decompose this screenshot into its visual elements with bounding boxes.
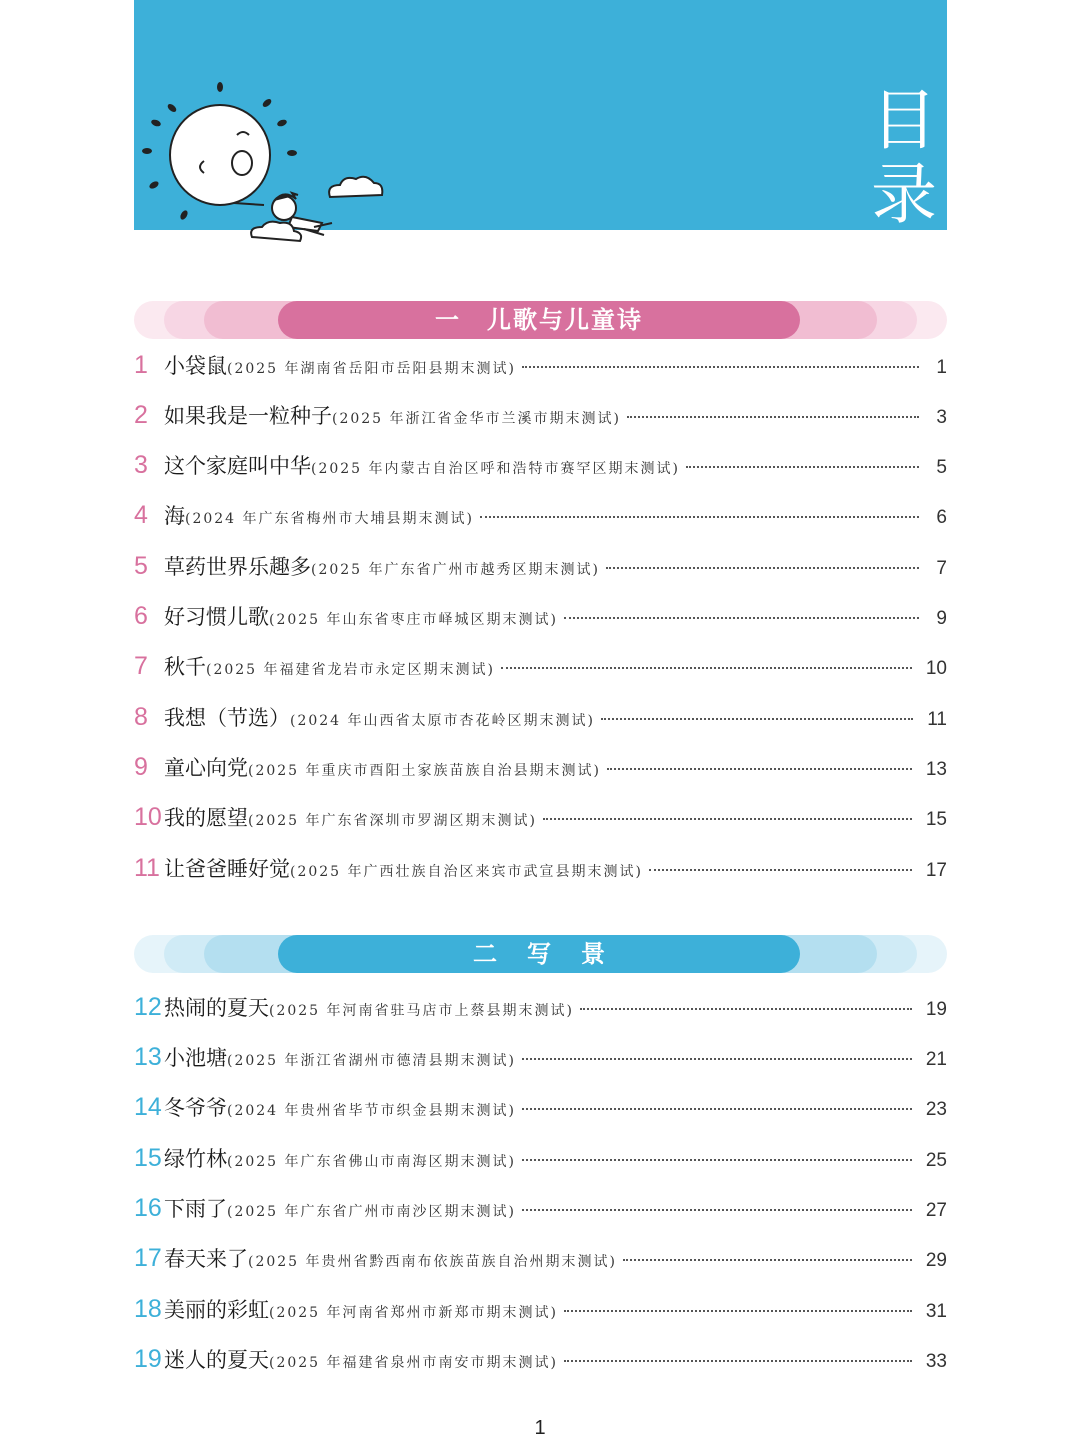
toc-item[interactable] (134, 1193, 947, 1233)
leader-dots (522, 1108, 912, 1110)
item-number: 16 (134, 1194, 162, 1222)
leader-dots (649, 869, 912, 871)
item-number: 2 (134, 401, 148, 429)
item-title: 如果我是一粒种子 (164, 404, 332, 428)
item-number: 1 (134, 351, 148, 379)
toc-item[interactable] (134, 1294, 947, 1334)
item-number: 4 (134, 501, 148, 529)
item-source: (2025 年重庆市酉阳土家族苗族自治县期末测试) (248, 763, 602, 779)
item-title: 好习惯儿歌 (164, 605, 269, 629)
item-number: 15 (134, 1144, 162, 1172)
leader-dots (607, 768, 912, 770)
item-source: (2025 年浙江省金华市兰溪市期末测试) (332, 411, 622, 427)
item-page: 10 (925, 658, 947, 679)
item-title: 绿竹林 (164, 1147, 227, 1171)
item-page: 13 (925, 759, 947, 780)
item-title: 小袋鼠 (164, 354, 227, 378)
item-page: 3 (936, 407, 947, 428)
item-title: 下雨了 (164, 1197, 227, 1221)
item-source: (2025 年广东省广州市南沙区期末测试) (227, 1204, 517, 1220)
item-page: 19 (925, 999, 947, 1020)
toc-item[interactable] (134, 1143, 947, 1183)
leader-dots (501, 667, 912, 669)
item-page: 9 (936, 608, 947, 629)
toc-item[interactable] (134, 1042, 947, 1082)
item-number: 8 (134, 703, 148, 731)
item-source: (2025 年广东省广州市越秀区期末测试) (311, 562, 601, 578)
item-source: (2025 年广东省佛山市南海区期末测试) (227, 1154, 517, 1170)
item-title: 迷人的夏天 (164, 1348, 269, 1372)
item-page: 11 (927, 709, 947, 730)
section-header-1 (134, 301, 947, 339)
toc-item[interactable] (134, 1243, 947, 1283)
toc-item[interactable] (134, 992, 947, 1032)
item-title: 我的愿望 (164, 806, 248, 830)
leader-dots (564, 617, 919, 619)
item-source: (2025 年河南省郑州市新郑市期末测试) (269, 1305, 559, 1321)
leader-dots (686, 466, 919, 468)
leader-dots (564, 1310, 912, 1312)
item-number: 5 (134, 552, 148, 580)
item-page: 5 (936, 457, 947, 478)
item-number: 9 (134, 753, 148, 781)
item-page: 21 (925, 1049, 947, 1070)
item-page: 29 (925, 1250, 947, 1271)
item-title: 我想（节选） (164, 706, 290, 730)
item-page: 27 (925, 1200, 947, 1221)
item-title: 秋千 (164, 655, 206, 679)
leader-dots (522, 1159, 912, 1161)
toc-item[interactable] (134, 350, 947, 390)
leader-dots (543, 818, 912, 820)
toc-item[interactable] (134, 400, 947, 440)
leader-dots (601, 718, 913, 720)
toc-item[interactable] (134, 853, 947, 893)
leader-dots (623, 1259, 912, 1261)
item-number: 13 (134, 1043, 162, 1071)
item-source: (2024 年山西省太原市杏花岭区期末测试) (290, 713, 596, 729)
item-source: (2024 年广东省梅州市大埔县期末测试) (185, 511, 475, 527)
leader-dots (627, 416, 919, 418)
item-page: 1 (936, 357, 947, 378)
item-source: (2025 年湖南省岳阳市岳阳县期末测试) (227, 361, 517, 377)
toc-item[interactable] (134, 1344, 947, 1384)
item-number: 3 (134, 451, 148, 479)
toc-item[interactable] (134, 551, 947, 591)
toc-item[interactable] (134, 702, 947, 742)
item-number: 10 (134, 803, 162, 831)
title-char-2: 录 (871, 156, 937, 233)
item-number: 7 (134, 652, 148, 680)
sun-illustration (134, 75, 404, 255)
item-source: (2025 年贵州省黔西南布依族苗族自治州期末测试) (248, 1254, 618, 1270)
item-source: (2025 年内蒙古自治区呼和浩特市赛罕区期末测试) (311, 461, 681, 477)
item-title: 童心向党 (164, 756, 248, 780)
item-title: 草药世界乐趣多 (164, 555, 311, 579)
item-title: 春天来了 (164, 1247, 248, 1271)
leader-dots (522, 366, 919, 368)
leader-dots (480, 516, 919, 518)
item-page: 15 (925, 809, 947, 830)
item-page: 6 (936, 507, 947, 528)
item-number: 17 (134, 1244, 162, 1272)
item-number: 6 (134, 602, 148, 630)
page-title (869, 84, 939, 232)
leader-dots (564, 1360, 912, 1362)
item-title: 让爸爸睡好觉 (164, 857, 290, 881)
item-source: (2025 年河南省驻马店市上蔡县期末测试) (269, 1003, 575, 1019)
leader-dots (606, 567, 919, 569)
section-title-1: 一 儿歌与儿童诗 (278, 301, 800, 339)
item-title: 冬爷爷 (164, 1096, 227, 1120)
leader-dots (522, 1209, 912, 1211)
item-title: 海 (164, 504, 185, 528)
toc-item[interactable] (134, 1092, 947, 1132)
item-source: (2025 年山东省枣庄市峄城区期末测试) (269, 612, 559, 628)
toc-item[interactable] (134, 802, 947, 842)
item-source: (2024 年贵州省毕节市织金县期末测试) (227, 1103, 517, 1119)
toc-item[interactable] (134, 601, 947, 641)
item-title: 美丽的彩虹 (164, 1298, 269, 1322)
item-source: (2025 年福建省泉州市南安市期末测试) (269, 1355, 559, 1371)
item-page: 17 (925, 860, 947, 881)
page-number: 1 (534, 1417, 546, 1439)
item-source: (2025 年广东省深圳市罗湖区期末测试) (248, 813, 538, 829)
item-page: 23 (925, 1099, 947, 1120)
item-number: 12 (134, 993, 162, 1021)
item-title: 热闹的夏天 (164, 996, 269, 1020)
item-number: 11 (134, 854, 160, 882)
section-title-2: 二写景 (278, 935, 800, 973)
item-source: (2025 年福建省龙岩市永定区期末测试) (206, 662, 496, 678)
item-title: 小池塘 (164, 1046, 227, 1070)
leader-dots (522, 1058, 912, 1060)
title-char-1: 目 (871, 82, 937, 159)
leader-dots (580, 1008, 912, 1010)
item-page: 25 (925, 1150, 947, 1171)
item-source: (2025 年广西壮族自治区来宾市武宣县期末测试) (290, 864, 644, 880)
item-page: 33 (925, 1351, 947, 1372)
toc-item[interactable] (134, 651, 947, 691)
section-header-2 (134, 935, 947, 973)
toc-item[interactable] (134, 500, 947, 540)
item-title: 这个家庭叫中华 (164, 454, 311, 478)
item-number: 18 (134, 1295, 162, 1323)
item-number: 19 (134, 1345, 162, 1373)
item-page: 7 (936, 558, 947, 579)
item-page: 31 (925, 1301, 947, 1322)
item-number: 14 (134, 1093, 162, 1121)
item-source: (2025 年浙江省湖州市德清县期末测试) (227, 1053, 517, 1069)
toc-item[interactable] (134, 450, 947, 490)
toc-item[interactable] (134, 752, 947, 792)
